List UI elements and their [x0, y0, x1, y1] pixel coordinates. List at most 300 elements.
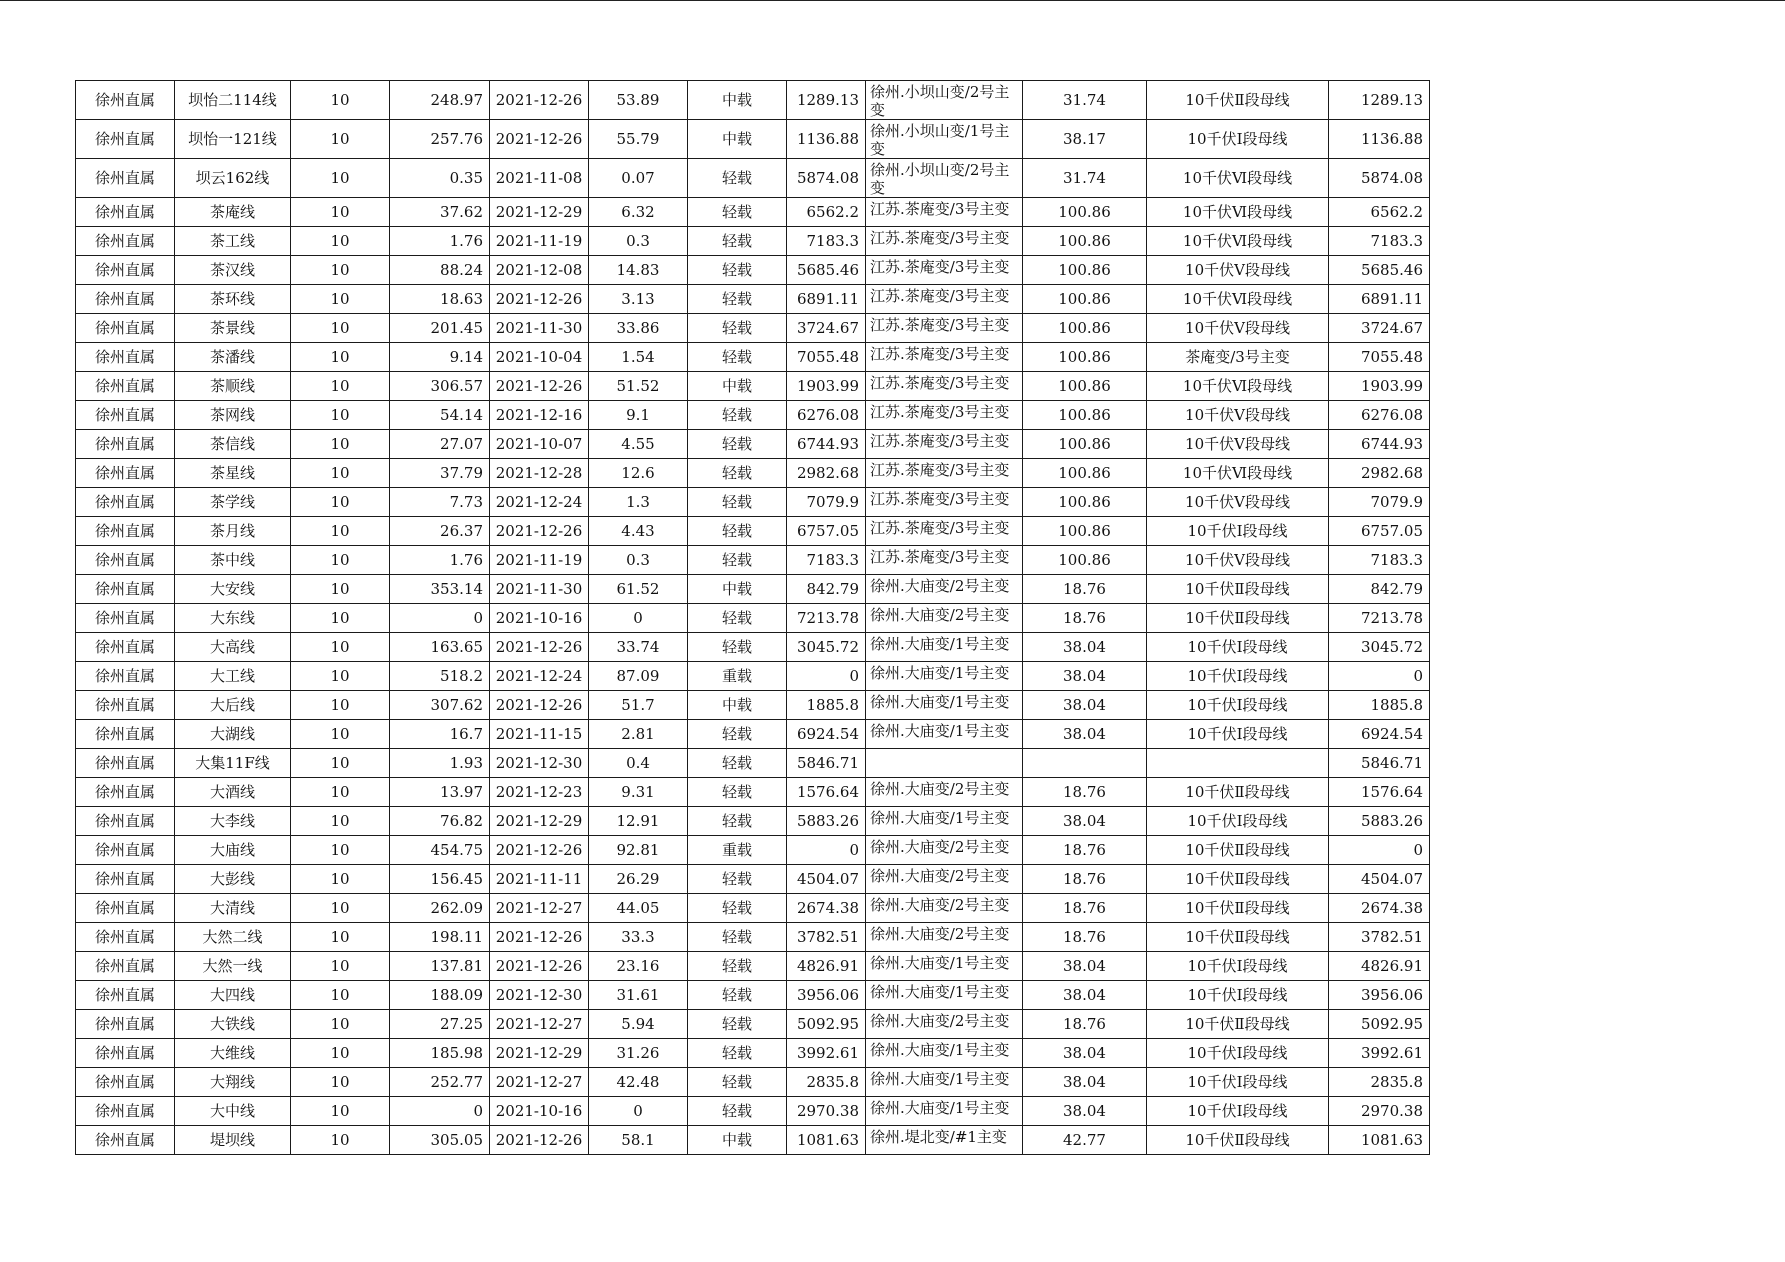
load-rate-cell: 6.32 — [589, 198, 688, 227]
transformer-load-cell — [1023, 749, 1147, 778]
available-capacity-cell: 5092.95 — [787, 1010, 866, 1039]
transformer-load-cell: 18.76 — [1023, 923, 1147, 952]
date-cell: 2021-11-30 — [490, 314, 589, 343]
company-cell: 徐州直属 — [76, 227, 175, 256]
load-rate-cell: 12.91 — [589, 807, 688, 836]
available-capacity-cell: 3782.51 — [787, 923, 866, 952]
date-cell: 2021-12-24 — [490, 488, 589, 517]
transformer-load-cell: 18.76 — [1023, 575, 1147, 604]
substation-transformer-cell: 徐州.大庙变/2号主变 — [866, 575, 1023, 604]
load-status-cell: 轻载 — [688, 159, 787, 198]
current-cell: 353.14 — [390, 575, 490, 604]
load-status-cell: 轻载 — [688, 227, 787, 256]
date-cell: 2021-12-29 — [490, 807, 589, 836]
available-capacity-cell: 2982.68 — [787, 459, 866, 488]
current-cell: 185.98 — [390, 1039, 490, 1068]
feeder-name-cell: 大然一线 — [175, 952, 291, 981]
feeder-name-cell: 茶月线 — [175, 517, 291, 546]
date-cell: 2021-10-04 — [490, 343, 589, 372]
substation-transformer-cell: 徐州.大庙变/1号主变 — [866, 1097, 1023, 1126]
voltage-cell: 10 — [291, 372, 390, 401]
substation-transformer-cell: 徐州.小坝山变/2号主变 — [866, 159, 1023, 198]
available-capacity-cell: 3956.06 — [787, 981, 866, 1010]
load-status-cell: 轻载 — [688, 314, 787, 343]
transformer-load-cell: 38.04 — [1023, 807, 1147, 836]
load-status-cell: 轻载 — [688, 981, 787, 1010]
transformer-load-cell: 38.17 — [1023, 120, 1147, 159]
load-status-cell: 轻载 — [688, 1010, 787, 1039]
current-cell: 9.14 — [390, 343, 490, 372]
remaining-capacity-cell: 5092.95 — [1329, 1010, 1430, 1039]
date-cell: 2021-12-26 — [490, 517, 589, 546]
feeder-name-cell: 大安线 — [175, 575, 291, 604]
available-capacity-cell: 7183.3 — [787, 546, 866, 575]
table-row — [76, 633, 1430, 662]
date-cell: 2021-10-16 — [490, 1097, 589, 1126]
available-capacity-cell: 6276.08 — [787, 401, 866, 430]
voltage-cell: 10 — [291, 488, 390, 517]
substation-transformer-cell: 徐州.大庙变/2号主变 — [866, 1010, 1023, 1039]
remaining-capacity-cell: 4826.91 — [1329, 952, 1430, 981]
company-cell: 徐州直属 — [76, 749, 175, 778]
transformer-load-cell: 100.86 — [1023, 198, 1147, 227]
table-row — [76, 691, 1430, 720]
load-status-cell: 轻载 — [688, 430, 787, 459]
company-cell: 徐州直属 — [76, 459, 175, 488]
table-row — [76, 807, 1430, 836]
transformer-load-cell: 18.76 — [1023, 894, 1147, 923]
substation-transformer-cell: 江苏.茶庵变/3号主变 — [866, 285, 1023, 314]
date-cell: 2021-12-29 — [490, 198, 589, 227]
date-cell: 2021-12-26 — [490, 81, 589, 120]
feeder-name-cell: 大中线 — [175, 1097, 291, 1126]
remaining-capacity-cell: 3992.61 — [1329, 1039, 1430, 1068]
voltage-cell: 10 — [291, 430, 390, 459]
load-rate-cell: 58.1 — [589, 1126, 688, 1155]
company-cell: 徐州直属 — [76, 430, 175, 459]
substation-transformer-cell: 江苏.茶庵变/3号主变 — [866, 488, 1023, 517]
load-rate-cell: 53.89 — [589, 81, 688, 120]
available-capacity-cell: 7213.78 — [787, 604, 866, 633]
feeder-name-cell: 堤坝线 — [175, 1126, 291, 1155]
busbar-cell: 10千伏Ⅰ段母线 — [1147, 720, 1329, 749]
transformer-load-cell: 38.04 — [1023, 633, 1147, 662]
table-row — [76, 459, 1430, 488]
table-row — [76, 575, 1430, 604]
table-row — [76, 159, 1430, 198]
load-rate-cell: 61.52 — [589, 575, 688, 604]
current-cell: 37.79 — [390, 459, 490, 488]
busbar-cell: 10千伏Ⅵ段母线 — [1147, 372, 1329, 401]
remaining-capacity-cell: 7079.9 — [1329, 488, 1430, 517]
busbar-cell: 10千伏Ⅱ段母线 — [1147, 1010, 1329, 1039]
transformer-load-cell: 31.74 — [1023, 81, 1147, 120]
substation-transformer-cell: 徐州.小坝山变/2号主变 — [866, 81, 1023, 120]
load-rate-cell: 9.1 — [589, 401, 688, 430]
available-capacity-cell: 2835.8 — [787, 1068, 866, 1097]
load-rate-cell: 42.48 — [589, 1068, 688, 1097]
table-row — [76, 227, 1430, 256]
feeder-name-cell: 大酒线 — [175, 778, 291, 807]
load-status-cell: 轻载 — [688, 488, 787, 517]
substation-transformer-cell: 徐州.大庙变/1号主变 — [866, 720, 1023, 749]
current-cell: 188.09 — [390, 981, 490, 1010]
available-capacity-cell: 5883.26 — [787, 807, 866, 836]
feeder-name-cell: 大湖线 — [175, 720, 291, 749]
feeder-name-cell: 茶中线 — [175, 546, 291, 575]
transformer-load-cell: 38.04 — [1023, 1068, 1147, 1097]
voltage-cell: 10 — [291, 285, 390, 314]
busbar-cell: 10千伏Ⅱ段母线 — [1147, 778, 1329, 807]
table-row — [76, 952, 1430, 981]
substation-transformer-cell: 徐州.大庙变/1号主变 — [866, 952, 1023, 981]
feeder-name-cell: 大高线 — [175, 633, 291, 662]
current-cell: 163.65 — [390, 633, 490, 662]
table-row — [76, 1068, 1430, 1097]
load-rate-cell: 9.31 — [589, 778, 688, 807]
substation-transformer-cell: 江苏.茶庵变/3号主变 — [866, 314, 1023, 343]
remaining-capacity-cell: 5874.08 — [1329, 159, 1430, 198]
company-cell: 徐州直属 — [76, 894, 175, 923]
feeder-name-cell: 茶星线 — [175, 459, 291, 488]
voltage-cell: 10 — [291, 256, 390, 285]
remaining-capacity-cell: 6744.93 — [1329, 430, 1430, 459]
company-cell: 徐州直属 — [76, 198, 175, 227]
current-cell: 0 — [390, 1097, 490, 1126]
date-cell: 2021-11-19 — [490, 227, 589, 256]
voltage-cell: 10 — [291, 836, 390, 865]
available-capacity-cell: 7079.9 — [787, 488, 866, 517]
date-cell: 2021-12-29 — [490, 1039, 589, 1068]
available-capacity-cell: 1903.99 — [787, 372, 866, 401]
available-capacity-cell: 6891.11 — [787, 285, 866, 314]
voltage-cell: 10 — [291, 1039, 390, 1068]
transformer-load-cell: 100.86 — [1023, 285, 1147, 314]
company-cell: 徐州直属 — [76, 836, 175, 865]
table-row — [76, 923, 1430, 952]
company-cell: 徐州直属 — [76, 256, 175, 285]
load-status-cell: 中载 — [688, 575, 787, 604]
load-status-cell: 中载 — [688, 81, 787, 120]
voltage-cell: 10 — [291, 159, 390, 198]
table-row — [76, 720, 1430, 749]
feeder-name-cell: 茶潘线 — [175, 343, 291, 372]
voltage-cell: 10 — [291, 923, 390, 952]
date-cell: 2021-12-16 — [490, 401, 589, 430]
company-cell: 徐州直属 — [76, 1039, 175, 1068]
available-capacity-cell: 2674.38 — [787, 894, 866, 923]
load-status-cell: 轻载 — [688, 633, 787, 662]
remaining-capacity-cell: 5883.26 — [1329, 807, 1430, 836]
substation-transformer-cell: 徐州.大庙变/1号主变 — [866, 807, 1023, 836]
current-cell: 7.73 — [390, 488, 490, 517]
feeder-name-cell: 大翔线 — [175, 1068, 291, 1097]
load-rate-cell: 14.83 — [589, 256, 688, 285]
table-row — [76, 256, 1430, 285]
feeder-name-cell: 坝怡二114线 — [175, 81, 291, 120]
transformer-load-cell: 38.04 — [1023, 1097, 1147, 1126]
remaining-capacity-cell: 5846.71 — [1329, 749, 1430, 778]
load-status-cell: 轻载 — [688, 256, 787, 285]
remaining-capacity-cell: 7183.3 — [1329, 227, 1430, 256]
voltage-cell: 10 — [291, 546, 390, 575]
remaining-capacity-cell: 4504.07 — [1329, 865, 1430, 894]
busbar-cell: 10千伏Ⅰ段母线 — [1147, 1039, 1329, 1068]
load-rate-cell: 33.86 — [589, 314, 688, 343]
feeder-name-cell: 大彭线 — [175, 865, 291, 894]
table-row — [76, 401, 1430, 430]
transformer-load-cell: 18.76 — [1023, 865, 1147, 894]
available-capacity-cell: 1136.88 — [787, 120, 866, 159]
available-capacity-cell: 4826.91 — [787, 952, 866, 981]
substation-transformer-cell: 江苏.茶庵变/3号主变 — [866, 401, 1023, 430]
load-rate-cell: 0.4 — [589, 749, 688, 778]
load-status-cell: 轻载 — [688, 285, 787, 314]
available-capacity-cell: 1289.13 — [787, 81, 866, 120]
current-cell: 26.37 — [390, 517, 490, 546]
current-cell: 137.81 — [390, 952, 490, 981]
remaining-capacity-cell: 842.79 — [1329, 575, 1430, 604]
substation-transformer-cell: 江苏.茶庵变/3号主变 — [866, 546, 1023, 575]
remaining-capacity-cell: 1289.13 — [1329, 81, 1430, 120]
available-capacity-cell: 0 — [787, 836, 866, 865]
load-rate-cell: 44.05 — [589, 894, 688, 923]
current-cell: 16.7 — [390, 720, 490, 749]
table-row — [76, 749, 1430, 778]
remaining-capacity-cell: 2674.38 — [1329, 894, 1430, 923]
available-capacity-cell: 0 — [787, 662, 866, 691]
substation-transformer-cell: 徐州.小坝山变/1号主变 — [866, 120, 1023, 159]
voltage-cell: 10 — [291, 662, 390, 691]
substation-transformer-cell: 江苏.茶庵变/3号主变 — [866, 517, 1023, 546]
voltage-cell: 10 — [291, 314, 390, 343]
available-capacity-cell: 3724.67 — [787, 314, 866, 343]
substation-transformer-cell: 江苏.茶庵变/3号主变 — [866, 198, 1023, 227]
table-row — [76, 372, 1430, 401]
load-rate-cell: 92.81 — [589, 836, 688, 865]
substation-transformer-cell — [866, 749, 1023, 778]
current-cell: 156.45 — [390, 865, 490, 894]
company-cell: 徐州直属 — [76, 720, 175, 749]
company-cell: 徐州直属 — [76, 120, 175, 159]
company-cell: 徐州直属 — [76, 662, 175, 691]
feeder-name-cell: 大铁线 — [175, 1010, 291, 1039]
voltage-cell: 10 — [291, 517, 390, 546]
date-cell: 2021-12-24 — [490, 662, 589, 691]
feeder-name-cell: 茶庵线 — [175, 198, 291, 227]
date-cell: 2021-11-15 — [490, 720, 589, 749]
company-cell: 徐州直属 — [76, 81, 175, 120]
feeder-name-cell: 坝怡一121线 — [175, 120, 291, 159]
busbar-cell: 10千伏Ⅴ段母线 — [1147, 546, 1329, 575]
table-row — [76, 778, 1430, 807]
load-rate-cell: 0.3 — [589, 227, 688, 256]
remaining-capacity-cell: 1136.88 — [1329, 120, 1430, 159]
load-status-cell: 轻载 — [688, 778, 787, 807]
transformer-load-cell: 100.86 — [1023, 314, 1147, 343]
date-cell: 2021-12-26 — [490, 923, 589, 952]
busbar-cell: 10千伏Ⅱ段母线 — [1147, 81, 1329, 120]
load-rate-cell: 23.16 — [589, 952, 688, 981]
company-cell: 徐州直属 — [76, 517, 175, 546]
voltage-cell: 10 — [291, 1010, 390, 1039]
feeder-name-cell: 茶环线 — [175, 285, 291, 314]
substation-transformer-cell: 徐州.大庙变/1号主变 — [866, 633, 1023, 662]
busbar-cell: 10千伏Ⅱ段母线 — [1147, 604, 1329, 633]
load-rate-cell: 31.26 — [589, 1039, 688, 1068]
load-rate-cell: 1.3 — [589, 488, 688, 517]
load-status-cell: 轻载 — [688, 952, 787, 981]
remaining-capacity-cell: 1081.63 — [1329, 1126, 1430, 1155]
available-capacity-cell: 2970.38 — [787, 1097, 866, 1126]
voltage-cell: 10 — [291, 81, 390, 120]
current-cell: 0 — [390, 604, 490, 633]
remaining-capacity-cell: 1885.8 — [1329, 691, 1430, 720]
date-cell: 2021-12-30 — [490, 981, 589, 1010]
company-cell: 徐州直属 — [76, 159, 175, 198]
transformer-load-cell: 38.04 — [1023, 720, 1147, 749]
substation-transformer-cell: 江苏.茶庵变/3号主变 — [866, 227, 1023, 256]
remaining-capacity-cell: 1576.64 — [1329, 778, 1430, 807]
substation-transformer-cell: 江苏.茶庵变/3号主变 — [866, 459, 1023, 488]
remaining-capacity-cell: 1903.99 — [1329, 372, 1430, 401]
transformer-load-cell: 18.76 — [1023, 778, 1147, 807]
substation-transformer-cell: 徐州.大庙变/2号主变 — [866, 865, 1023, 894]
company-cell: 徐州直属 — [76, 807, 175, 836]
current-cell: 252.77 — [390, 1068, 490, 1097]
feeder-name-cell: 大工线 — [175, 662, 291, 691]
remaining-capacity-cell: 2982.68 — [1329, 459, 1430, 488]
company-cell: 徐州直属 — [76, 1010, 175, 1039]
load-status-cell: 轻载 — [688, 923, 787, 952]
busbar-cell: 10千伏Ⅰ段母线 — [1147, 952, 1329, 981]
load-status-cell: 中载 — [688, 372, 787, 401]
current-cell: 262.09 — [390, 894, 490, 923]
voltage-cell: 10 — [291, 807, 390, 836]
current-cell: 1.76 — [390, 227, 490, 256]
remaining-capacity-cell: 3956.06 — [1329, 981, 1430, 1010]
busbar-cell: 10千伏Ⅰ段母线 — [1147, 517, 1329, 546]
substation-transformer-cell: 徐州.大庙变/2号主变 — [866, 894, 1023, 923]
table-row — [76, 120, 1430, 159]
busbar-cell: 10千伏Ⅰ段母线 — [1147, 1097, 1329, 1126]
available-capacity-cell: 5846.71 — [787, 749, 866, 778]
busbar-cell: 10千伏Ⅴ段母线 — [1147, 314, 1329, 343]
load-status-cell: 轻载 — [688, 604, 787, 633]
load-rate-cell: 51.52 — [589, 372, 688, 401]
busbar-cell: 10千伏Ⅱ段母线 — [1147, 575, 1329, 604]
company-cell: 徐州直属 — [76, 1068, 175, 1097]
voltage-cell: 10 — [291, 1068, 390, 1097]
voltage-cell: 10 — [291, 198, 390, 227]
company-cell: 徐州直属 — [76, 1097, 175, 1126]
current-cell: 198.11 — [390, 923, 490, 952]
available-capacity-cell: 3045.72 — [787, 633, 866, 662]
transformer-load-cell: 38.04 — [1023, 952, 1147, 981]
voltage-cell: 10 — [291, 749, 390, 778]
load-status-cell: 轻载 — [688, 517, 787, 546]
table-body — [76, 81, 1430, 1155]
remaining-capacity-cell: 6276.08 — [1329, 401, 1430, 430]
table-row — [76, 517, 1430, 546]
load-rate-cell: 26.29 — [589, 865, 688, 894]
current-cell: 37.62 — [390, 198, 490, 227]
table-row — [76, 343, 1430, 372]
load-rate-cell: 0.3 — [589, 546, 688, 575]
date-cell: 2021-10-16 — [490, 604, 589, 633]
company-cell: 徐州直属 — [76, 314, 175, 343]
company-cell: 徐州直属 — [76, 546, 175, 575]
transformer-load-cell: 38.04 — [1023, 691, 1147, 720]
date-cell: 2021-10-07 — [490, 430, 589, 459]
company-cell: 徐州直属 — [76, 372, 175, 401]
table-row — [76, 488, 1430, 517]
feeder-name-cell: 大李线 — [175, 807, 291, 836]
load-status-cell: 轻载 — [688, 720, 787, 749]
table-row — [76, 1010, 1430, 1039]
feeder-name-cell: 坝云162线 — [175, 159, 291, 198]
remaining-capacity-cell: 6891.11 — [1329, 285, 1430, 314]
feeder-name-cell: 大维线 — [175, 1039, 291, 1068]
load-status-cell: 中载 — [688, 120, 787, 159]
busbar-cell: 10千伏Ⅴ段母线 — [1147, 430, 1329, 459]
remaining-capacity-cell: 7055.48 — [1329, 343, 1430, 372]
company-cell: 徐州直属 — [76, 633, 175, 662]
transformer-load-cell: 42.77 — [1023, 1126, 1147, 1155]
substation-transformer-cell: 江苏.茶庵变/3号主变 — [866, 430, 1023, 459]
date-cell: 2021-12-28 — [490, 459, 589, 488]
table-row — [76, 1039, 1430, 1068]
voltage-cell: 10 — [291, 981, 390, 1010]
voltage-cell: 10 — [291, 691, 390, 720]
table-row — [76, 981, 1430, 1010]
feeder-name-cell: 茶顺线 — [175, 372, 291, 401]
date-cell: 2021-12-23 — [490, 778, 589, 807]
substation-transformer-cell: 江苏.茶庵变/3号主变 — [866, 343, 1023, 372]
load-rate-cell: 12.6 — [589, 459, 688, 488]
substation-transformer-cell: 徐州.大庙变/1号主变 — [866, 981, 1023, 1010]
busbar-cell: 10千伏Ⅰ段母线 — [1147, 633, 1329, 662]
available-capacity-cell: 5685.46 — [787, 256, 866, 285]
load-status-cell: 轻载 — [688, 546, 787, 575]
load-status-cell: 轻载 — [688, 1097, 787, 1126]
current-cell: 305.05 — [390, 1126, 490, 1155]
load-rate-cell: 51.7 — [589, 691, 688, 720]
date-cell: 2021-12-30 — [490, 749, 589, 778]
substation-transformer-cell: 徐州.大庙变/2号主变 — [866, 923, 1023, 952]
feeder-name-cell: 茶工线 — [175, 227, 291, 256]
busbar-cell: 10千伏Ⅵ段母线 — [1147, 459, 1329, 488]
substation-transformer-cell: 徐州.大庙变/2号主变 — [866, 836, 1023, 865]
transformer-load-cell: 18.76 — [1023, 1010, 1147, 1039]
load-rate-cell: 55.79 — [589, 120, 688, 159]
company-cell: 徐州直属 — [76, 1126, 175, 1155]
current-cell: 518.2 — [390, 662, 490, 691]
transformer-load-cell: 31.74 — [1023, 159, 1147, 198]
remaining-capacity-cell: 2835.8 — [1329, 1068, 1430, 1097]
available-capacity-cell: 3992.61 — [787, 1039, 866, 1068]
busbar-cell: 10千伏Ⅱ段母线 — [1147, 865, 1329, 894]
busbar-cell: 10千伏Ⅱ段母线 — [1147, 836, 1329, 865]
load-status-cell: 重载 — [688, 662, 787, 691]
date-cell: 2021-12-26 — [490, 691, 589, 720]
load-status-cell: 中载 — [688, 1126, 787, 1155]
transformer-load-cell: 18.76 — [1023, 604, 1147, 633]
feeder-name-cell: 大清线 — [175, 894, 291, 923]
busbar-cell: 10千伏Ⅰ段母线 — [1147, 981, 1329, 1010]
load-rate-cell: 33.3 — [589, 923, 688, 952]
load-rate-cell: 4.43 — [589, 517, 688, 546]
